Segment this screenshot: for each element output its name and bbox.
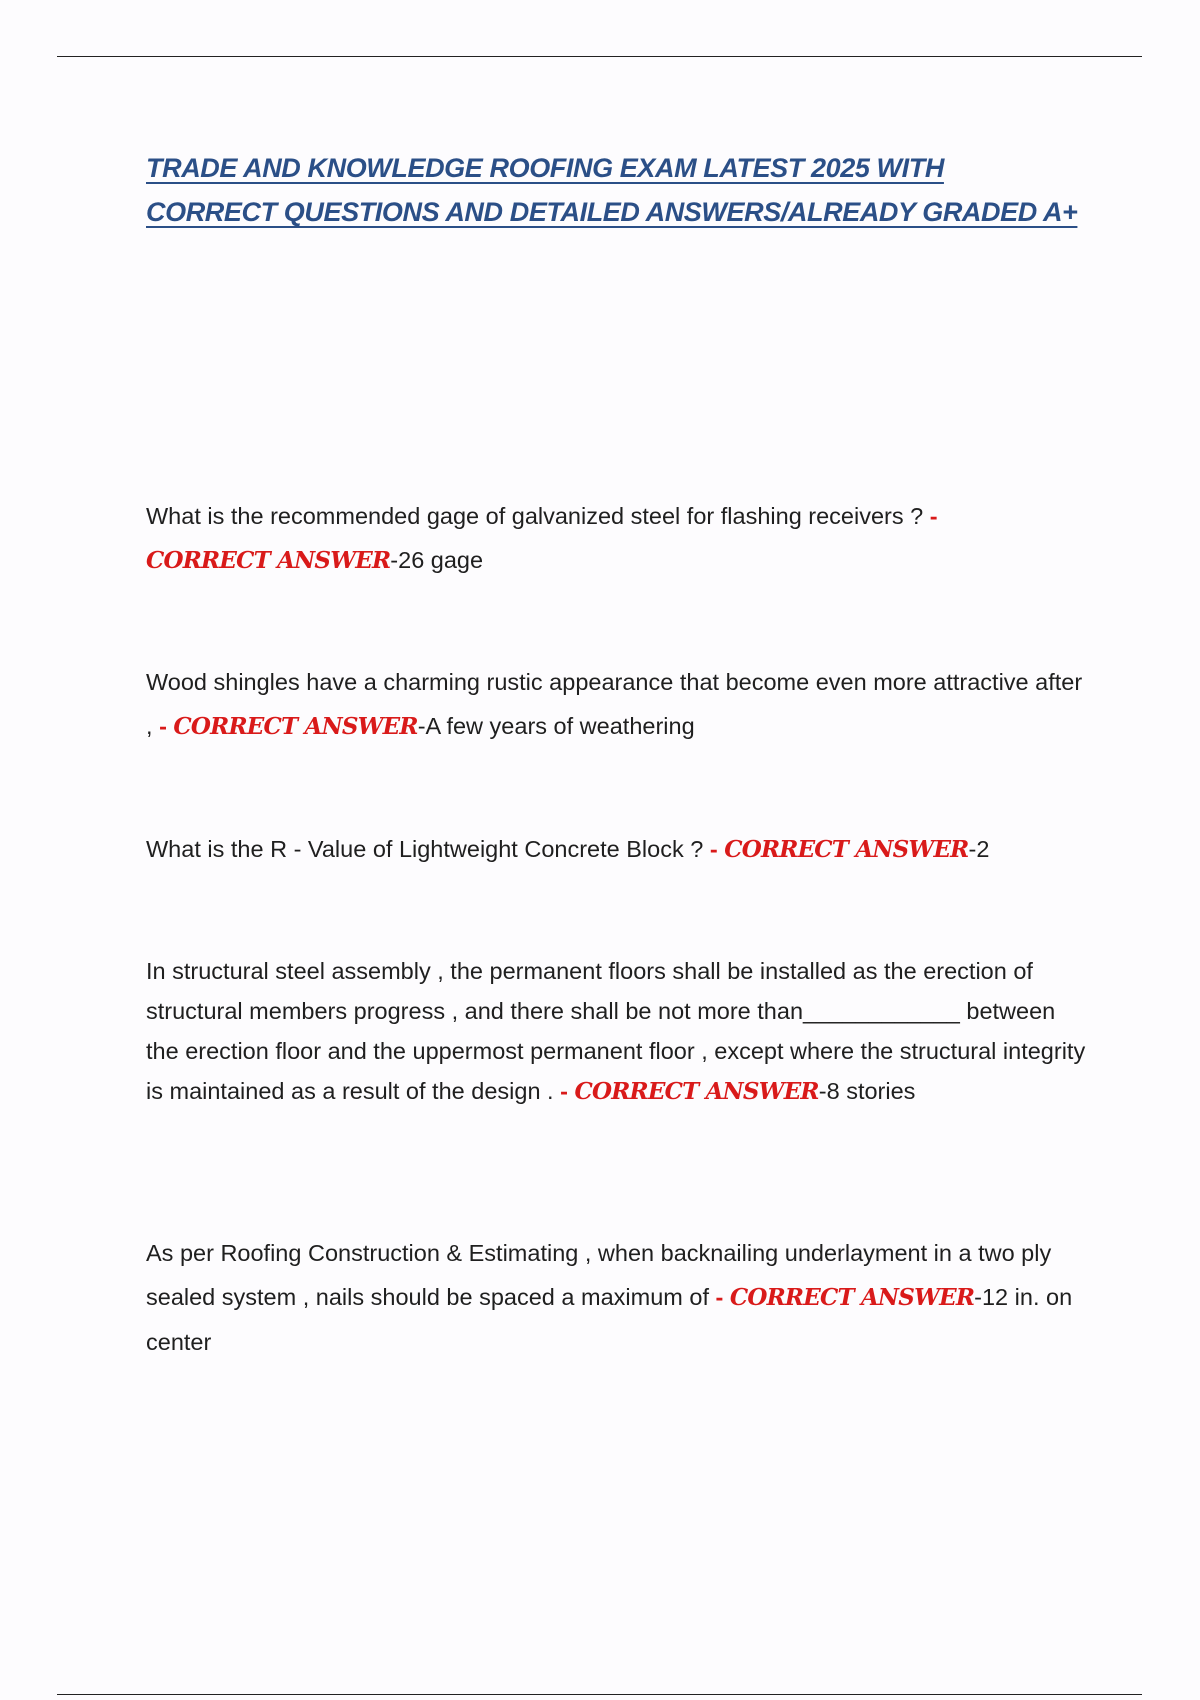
answer-separator: - bbox=[715, 1284, 730, 1310]
answer-separator: - bbox=[159, 713, 174, 739]
correct-answer-tag: CORRECT ANSWER bbox=[173, 713, 418, 740]
answer-text: 12 in. on center bbox=[146, 1284, 1073, 1355]
correct-answer-tag: CORRECT ANSWER bbox=[724, 836, 969, 863]
correct-answer-tag: CORRECT ANSWER bbox=[146, 547, 391, 574]
qa-item-4 bbox=[146, 951, 1086, 1112]
answer-separator: - bbox=[560, 1078, 575, 1104]
answer-dash: - bbox=[417, 713, 426, 739]
answer-dash: - bbox=[974, 1284, 982, 1310]
qa-item-1 bbox=[146, 494, 1086, 583]
qa-item-3 bbox=[146, 827, 1086, 872]
title-line-1: TRADE AND KNOWLEDGE ROOFING EXAM LATEST 2025 WITH bbox=[146, 153, 944, 183]
question-text: Wood shingles have a charming rustic appearance that become even more attractive after , bbox=[146, 669, 1083, 739]
answer-text: 8 stories bbox=[826, 1078, 916, 1104]
answer-separator: - bbox=[709, 836, 725, 862]
question-text: In structural steel assembly , the permanent floors shall be installed as the erection of structural members progress , and there shall be not more than____________ between the erection floor and the uppermost permanent floor , except where the structural integrity is maintained as a result of the design . bbox=[146, 958, 1086, 1104]
answer-dash: - bbox=[968, 836, 977, 862]
correct-answer-tag: CORRECT ANSWER bbox=[574, 1078, 819, 1105]
question-text: What is the recommended gage of galvanized steel for flashing receivers ? bbox=[146, 503, 930, 529]
answer-text: 2 bbox=[976, 836, 990, 862]
question-text: What is the R - Value of Lightweight Concrete Block ? bbox=[146, 836, 710, 862]
question-text: As per Roofing Construction & Estimating , when backnailing underlayment in a two ply sealed system , nails should be spaced a maximum of bbox=[146, 1240, 1052, 1310]
title-line-2: CORRECT QUESTIONS AND DETAILED ANSWERS/ALREADY GRADED A+ bbox=[146, 197, 1078, 227]
correct-answer-tag: CORRECT ANSWER bbox=[729, 1284, 975, 1311]
answer-separator: - bbox=[929, 503, 938, 529]
footer-rule bbox=[57, 1694, 1142, 1695]
qa-item-2 bbox=[146, 660, 1086, 749]
document-title bbox=[146, 146, 1086, 234]
answer-text: A few years of weathering bbox=[425, 713, 695, 739]
answer-text: 26 gage bbox=[398, 547, 484, 573]
qa-item-5 bbox=[146, 1231, 1086, 1364]
header-rule bbox=[57, 56, 1142, 57]
answer-dash: - bbox=[818, 1078, 827, 1104]
answer-dash: - bbox=[390, 547, 399, 573]
